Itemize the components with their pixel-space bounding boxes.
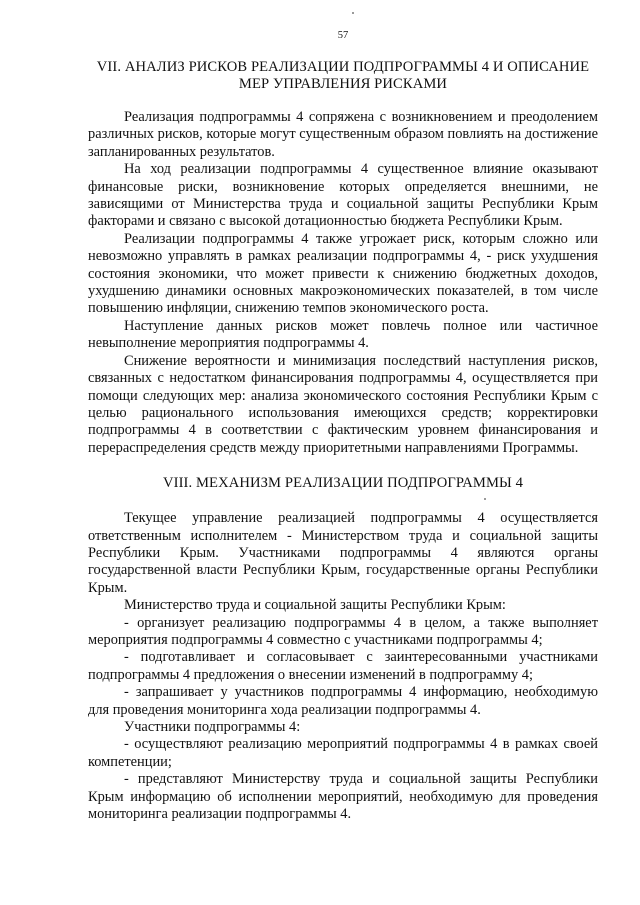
section-7-paragraph: Реализация подпрограммы 4 сопряжена с возникновением и преодолением различных рисков, которые могут существенным образом повлиять на достижение запланированных результатов. <box>88 109 598 160</box>
section-8-list-item: - организует реализацию подпрограммы 4 в целом, а также выполняет мероприятия подпрограммы 4 совместно с участниками подпрограммы 4; <box>88 614 598 648</box>
section-7-paragraph: Снижение вероятности и минимизация последствий наступления рисков, связанных с недостатком финансирования подпрограммы 4, осуществляется при помощи следующих мер: анализа экономического состояния Республики Крым с целью рационального использования имеющихся средств; корректировки подпрограммы 4 в соответствии с фактическим уровнем финансирования и перераспределения средств между приоритетными направлениями Программы. <box>88 352 598 456</box>
section-7-paragraph: На ход реализации подпрограммы 4 существенное влияние оказывают финансовые риски, возникновение которых определяется внешними, не зависящими от Министерства труда и социальной защиты Республики Крым факторами и связано с высокой дотационностью бюджета Республики Крым. <box>88 161 598 230</box>
document-page <box>88 30 598 823</box>
section-8-list-item: - представляют Министерству труда и социальной защиты Республики Крым информацию об исполнении мероприятий, необходимую для проведения мониторинга реализации подпрограммы 4. <box>88 771 598 823</box>
section-8-paragraph: Текущее управление реализацией подпрограммы 4 осуществляется ответственным исполнителем - Министерством труда и социальной защиты Республики Крым. Участниками подпрограммы 4 являются органы государственной власти Республики Крым, государственные органы Республики Крым. <box>88 510 598 596</box>
scan-speck <box>484 498 486 500</box>
section-8-title: VIII. МЕХАНИЗМ РЕАЛИЗАЦИИ ПОДПРОГРАММЫ 4 <box>162 475 524 492</box>
section-8-paragraph: Министерство труда и социальной защиты Республики Крым: <box>124 597 506 614</box>
section-8-list-item: - запрашивает у участников подпрограммы 4 информацию, необходимую для проведения мониторинга хода реализации подпрограммы 4. <box>88 684 598 718</box>
section-8-list-item: - осуществляют реализацию мероприятий подпрограммы 4 в рамках своей компетенции; <box>88 736 598 770</box>
section-7-paragraph: Наступление данных рисков может повлечь полное или частичное невыполнение мероприятия подпрограммы 4. <box>88 317 598 352</box>
scan-speck <box>352 12 354 14</box>
page-number: 57 <box>337 30 349 41</box>
section-8-paragraph: Участники подпрограммы 4: <box>124 719 301 735</box>
section-7-paragraph: Реализации подпрограммы 4 также угрожает риск, которым сложно или невозможно управлять в рамках реализации подпрограммы 4, - риск ухудшения состояния экономики, что может привести к снижению бюджетных доходов, ухудшению динамики основных макроэкономических показателей, в том числе повышению инфляции, снижению темпов экономического роста. <box>88 230 598 317</box>
section-8-list-item: - подготавливает и согласовывает с заинтересованными участниками подпрограммы 4 предложения о внесении изменений в подпрограмму 4; <box>88 649 598 683</box>
section-7-title: VII. АНАЛИЗ РИСКОВ РЕАЛИЗАЦИИ ПОДПРОГРАММЫ 4 И ОПИСАНИЕ МЕР УПРАВЛЕНИЯ РИСКАМИ <box>96 59 590 92</box>
